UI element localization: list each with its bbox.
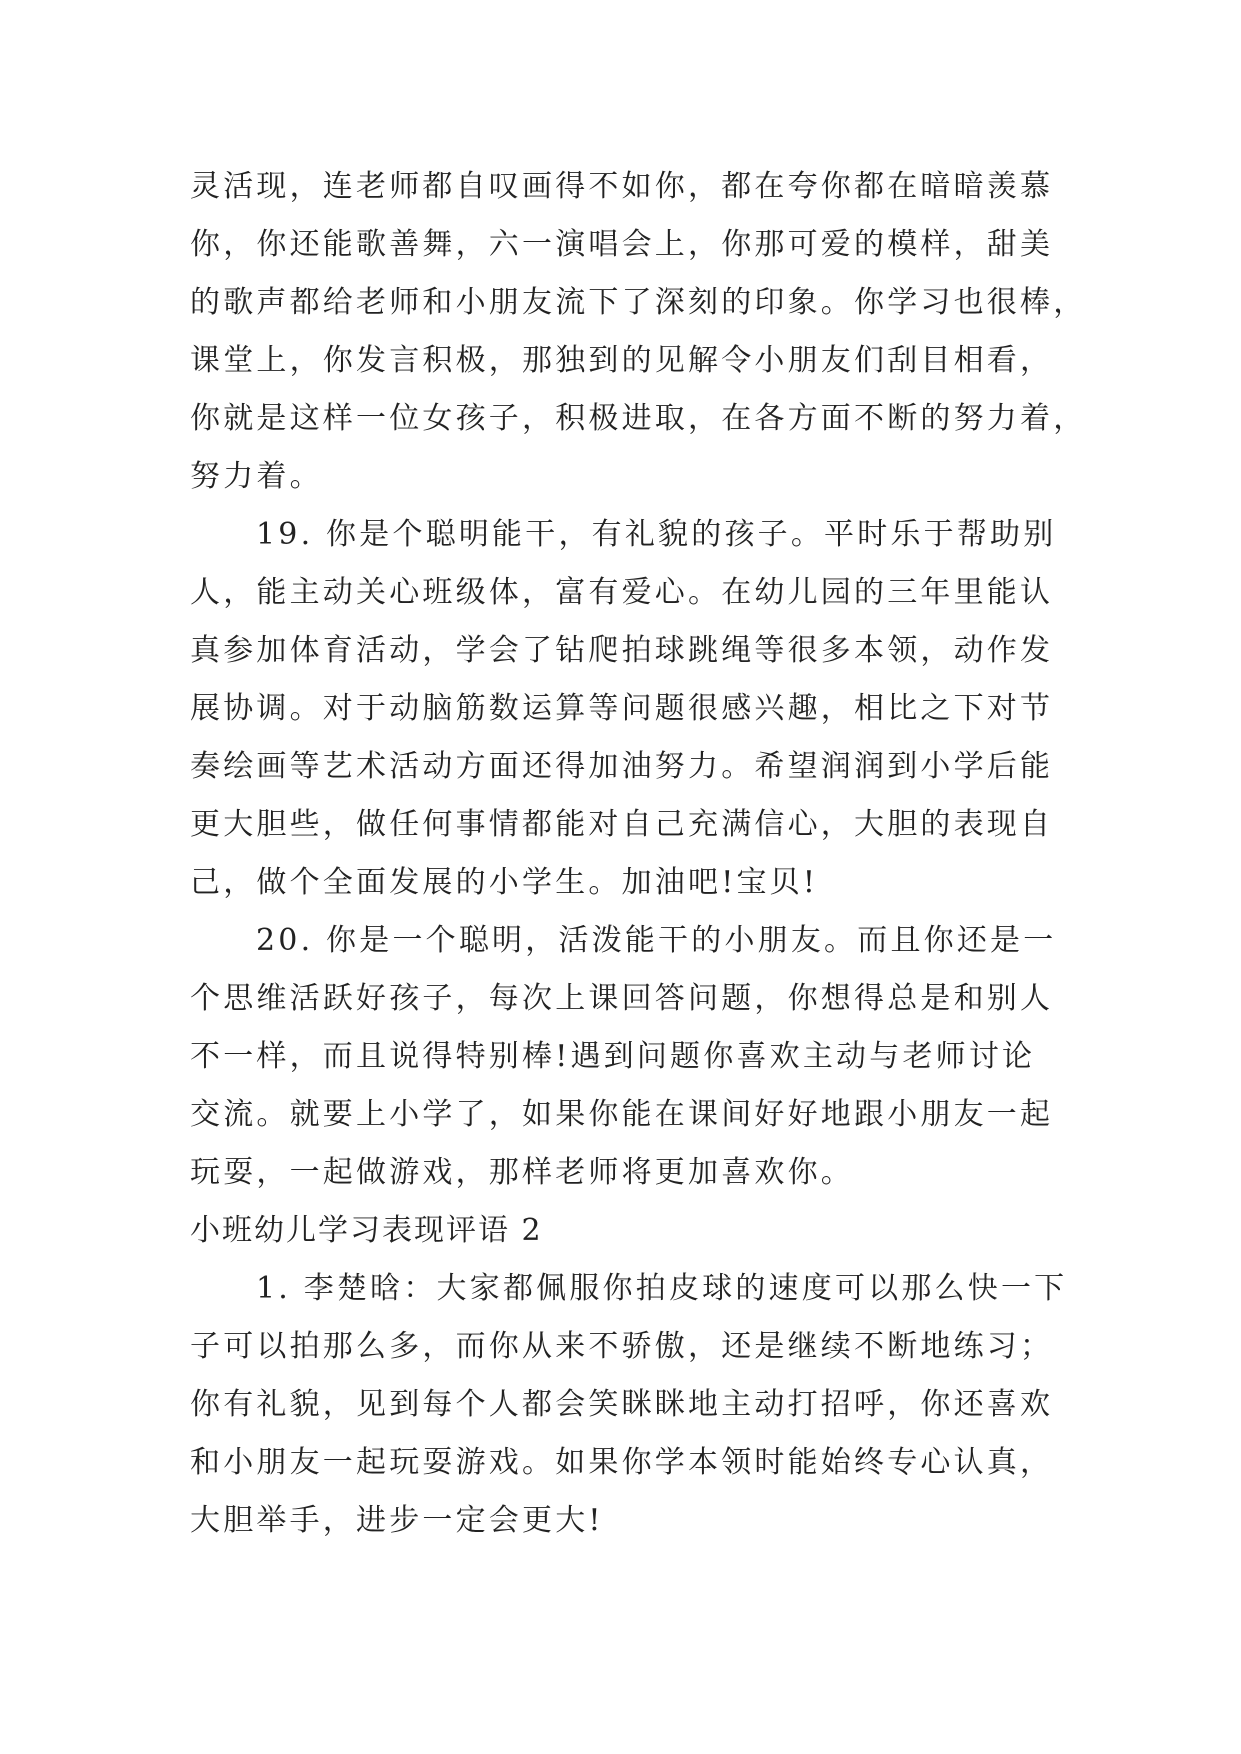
paragraph-1-first-line: 1. 李楚晗：大家都佩服你拍皮球的速度可以那么快一下 [256, 1271, 1068, 1306]
text-line: 己，做个全面发展的小学生。加油吧!宝贝! [190, 865, 819, 900]
text-line: 努力着。 [190, 459, 323, 494]
text-line: 个思维活跃好孩子，每次上课回答问题，你想得总是和别人 [190, 981, 1054, 1016]
text-line: 和小朋友一起玩耍游戏。如果你学本领时能始终专心认真， [190, 1445, 1054, 1480]
text-line: 大胆举手，进步一定会更大! [190, 1503, 604, 1538]
text-line: 你有礼貌，见到每个人都会笑眯眯地主动打招呼，你还喜欢 [190, 1387, 1054, 1422]
text-line: 交流。就要上小学了，如果你能在课间好好地跟小朋友一起 [190, 1097, 1054, 1132]
text-line: 的歌声都给老师和小朋友流下了深刻的印象。你学习也很棒， [190, 285, 1087, 320]
text-line: 灵活现，连老师都自叹画得不如你，都在夸你都在暗暗羡慕 [190, 169, 1054, 204]
text-line: 展协调。对于动脑筋数运算等问题很感兴趣，相比之下对节 [190, 691, 1054, 726]
text-line: 人，能主动关心班级体，富有爱心。在幼儿园的三年里能认 [190, 575, 1054, 610]
text-line: 不一样，而且说得特别棒!遇到问题你喜欢主动与老师讨论 [190, 1039, 1036, 1074]
text-line: 你就是这样一位女孩子，积极进取，在各方面不断的努力着， [190, 401, 1087, 436]
text-line: 玩耍，一起做游戏，那样老师将更加喜欢你。 [190, 1155, 854, 1190]
text-line: 子可以拍那么多，而你从来不骄傲，还是继续不断地练习； [190, 1329, 1054, 1364]
text-line: 真参加体育活动，学会了钻爬拍球跳绳等很多本领，动作发 [190, 633, 1054, 668]
text-line: 课堂上，你发言积极，那独到的见解令小朋友们刮目相看， [190, 343, 1054, 378]
text-line: 奏绘画等艺术活动方面还得加油努力。希望润润到小学后能 [190, 749, 1054, 784]
document-body [190, 158, 1087, 1550]
text-line: 你，你还能歌善舞，六一演唱会上，你那可爱的模样，甜美 [190, 227, 1054, 262]
paragraph-19-first-line: 19. 你是个聪明能干，有礼貌的孩子。平时乐于帮助别 [256, 517, 1057, 552]
paragraph-20-first-line: 20. 你是一个聪明，活泼能干的小朋友。而且你还是一 [256, 923, 1057, 958]
text-line: 更大胆些，做任何事情都能对自己充满信心，大胆的表现自 [190, 807, 1054, 842]
section-heading: 小班幼儿学习表现评语 2 [190, 1213, 543, 1248]
